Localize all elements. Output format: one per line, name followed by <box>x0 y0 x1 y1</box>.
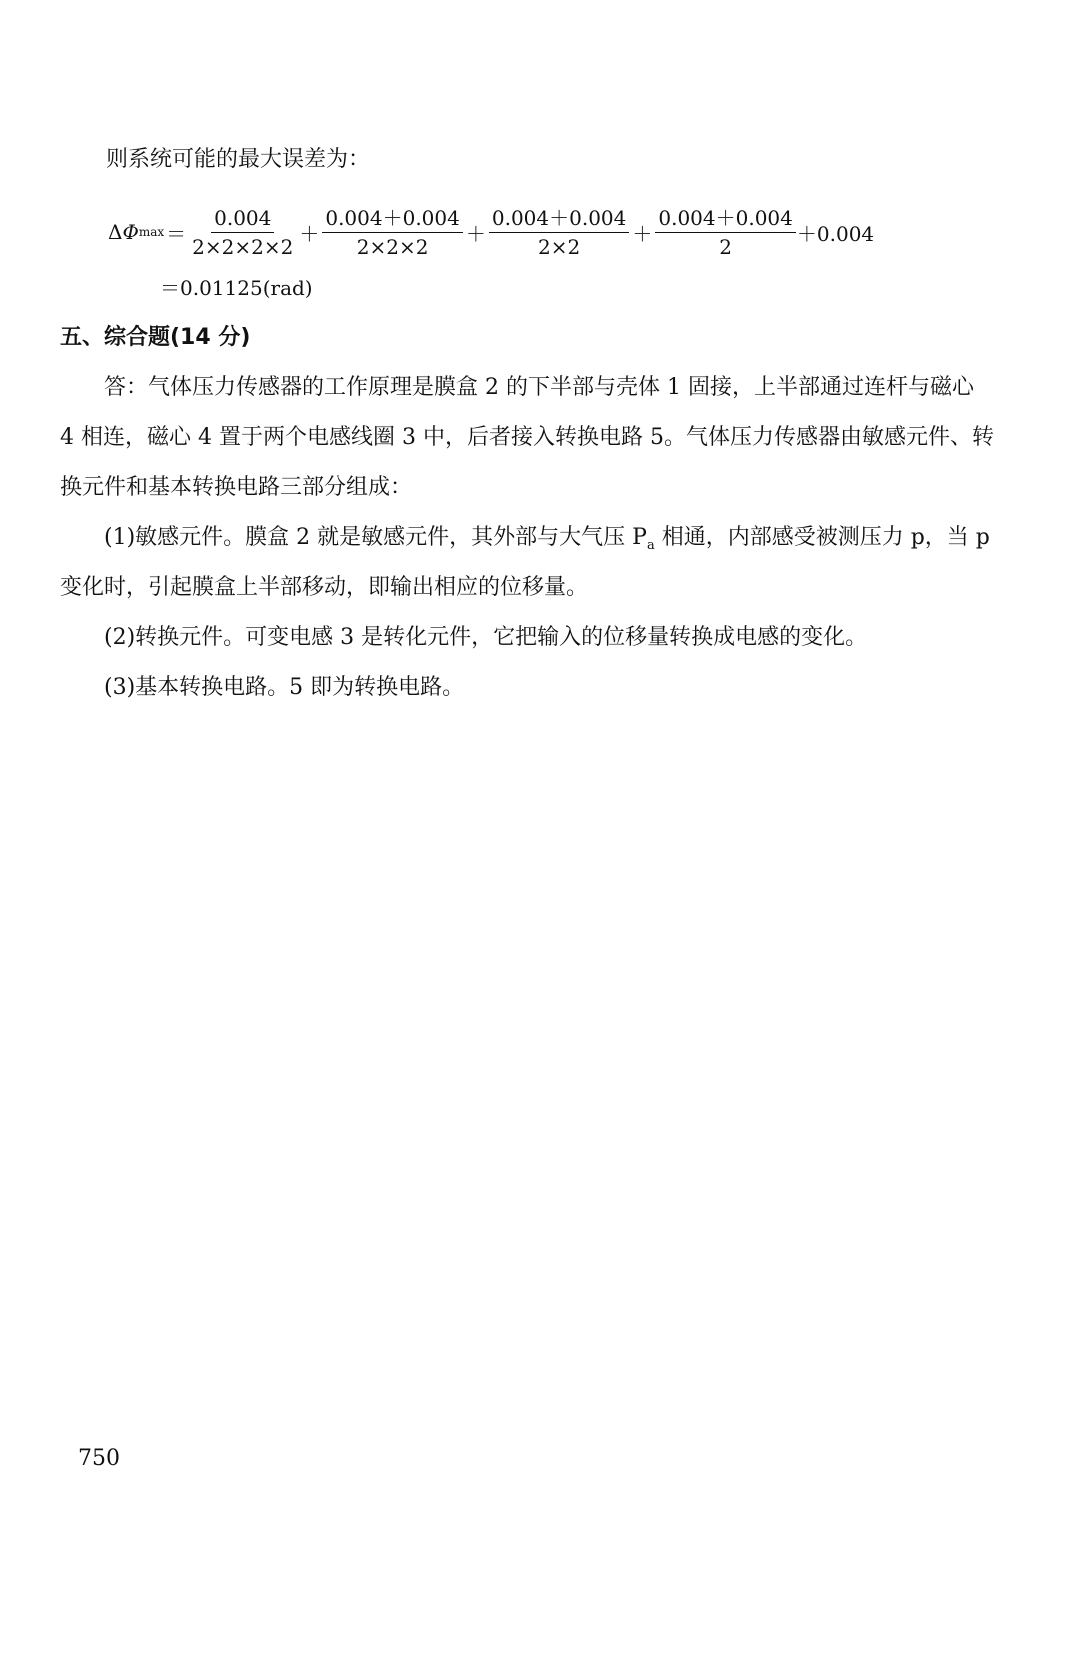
fraction-term-2 <box>322 206 463 259</box>
fraction-term-4 <box>655 206 796 259</box>
answer-line-2: 4 相连，磁心 4 置于两个电感线圈 3 中，后者接入转换电路 5。气体压力传感器由敏感元件、转 <box>60 425 994 450</box>
fraction-numerator: 0.004＋0.004 <box>655 206 796 233</box>
fraction-denominator: 2 <box>719 234 732 259</box>
fraction-denominator: 2×2 <box>538 234 581 259</box>
max-error-equation <box>108 202 874 262</box>
equation-tail: ＋0.004 <box>796 221 875 246</box>
fraction-numerator: 0.004＋0.004 <box>489 206 630 233</box>
pressure-subscript: a <box>646 538 655 553</box>
fraction-term-1 <box>189 206 296 259</box>
fraction-numerator: 0.004 <box>211 206 274 233</box>
item-1-text-pre: (1)敏感元件。膜盒 2 就是敏感元件，其外部与大气压 P <box>104 525 647 550</box>
phi-subscript: max <box>138 225 165 239</box>
plus-sign: ＋ <box>299 221 320 246</box>
item-3-line: (3)基本转换电路。5 即为转换电路。 <box>104 675 465 700</box>
fraction-numerator: 0.004＋0.004 <box>322 206 463 233</box>
equals-sign: ＝ <box>166 221 187 246</box>
fraction-term-3 <box>489 206 630 259</box>
answer-line-3: 换元件和基本转换电路三部分组成： <box>60 475 413 500</box>
fraction-denominator: 2×2×2 <box>356 234 429 259</box>
item-1-line-2: 变化时，引起膜盒上半部移动，即输出相应的位移量。 <box>60 575 589 600</box>
item-2-line: (2)转换元件。可变电感 3 是转化元件，它把输入的位移量转换成电感的变化。 <box>104 625 868 650</box>
delta-symbol: Δ <box>108 220 123 244</box>
page-number: 750 <box>78 1446 120 1471</box>
intro-text: 则系统可能的最大误差为： <box>106 147 371 172</box>
answer-line-1: 答：气体压力传感器的工作原理是膜盒 2 的下半部与壳体 1 固接，上半部通过连杆与磁心 <box>104 375 974 400</box>
phi-symbol: Φ <box>122 220 139 244</box>
plus-sign: ＋ <box>465 221 486 246</box>
item-1-line-1 <box>104 524 990 560</box>
item-1-text-post: 相通，内部感受被测压力 p，当 p <box>654 525 990 550</box>
equation-result: ＝0.01125(rad) <box>160 276 313 300</box>
section-heading: 五、综合题(14 分) <box>60 325 251 350</box>
fraction-denominator: 2×2×2×2 <box>192 234 294 259</box>
plus-sign: ＋ <box>632 221 653 246</box>
